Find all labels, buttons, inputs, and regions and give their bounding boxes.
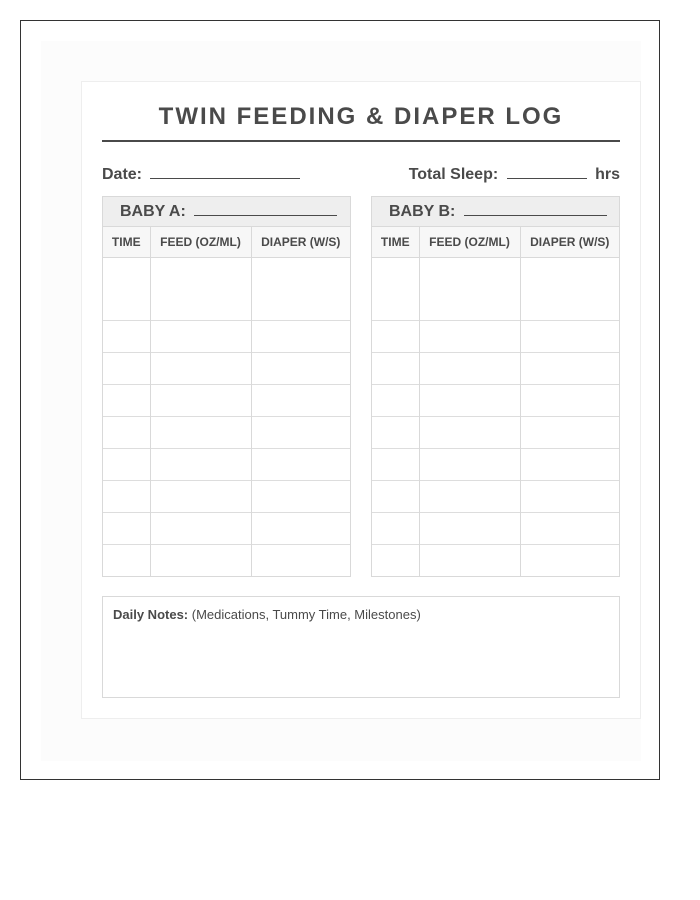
table-row [372,481,619,513]
baby-b-column-headers [372,227,619,258]
feed-cell[interactable] [150,417,251,449]
baby-b-label: BABY B: [389,203,456,220]
daily-notes-box[interactable] [102,596,620,698]
time-cell[interactable] [372,289,419,321]
page-frame [20,20,660,780]
diaper-cell[interactable] [520,353,619,385]
diaper-cell[interactable] [251,417,350,449]
feed-cell[interactable] [419,289,520,321]
date-label: Date: [102,166,143,183]
time-cell[interactable] [372,385,419,417]
diaper-cell[interactable] [251,258,350,290]
feed-cell[interactable] [150,545,251,577]
table-row [103,353,350,385]
diaper-cell[interactable] [520,449,619,481]
date-field [102,162,300,185]
diaper-cell[interactable] [520,481,619,513]
baby-a-label: BABY A: [120,203,186,220]
time-cell[interactable] [103,385,150,417]
table-row [103,289,350,321]
time-cell[interactable] [103,545,150,577]
feed-cell[interactable] [419,513,520,545]
time-cell[interactable] [372,258,419,290]
page-title: TWIN FEEDING & DIAPER LOG [158,103,564,130]
diaper-cell[interactable] [251,545,350,577]
diaper-cell[interactable] [520,289,619,321]
time-cell[interactable] [372,353,419,385]
feed-cell[interactable] [150,481,251,513]
baby-b-rows [372,258,619,577]
table-row [372,545,619,577]
time-cell[interactable] [372,481,419,513]
table-row [103,385,350,417]
table-row [103,513,350,545]
feed-cell[interactable] [419,449,520,481]
time-cell[interactable] [103,289,150,321]
time-cell[interactable] [372,545,419,577]
baby-a-column-headers [103,227,350,258]
time-cell[interactable] [372,513,419,545]
feed-cell[interactable] [150,385,251,417]
feed-cell[interactable] [419,258,520,290]
table-row [372,321,619,353]
feed-cell[interactable] [419,353,520,385]
time-cell[interactable] [372,417,419,449]
table-row [372,353,619,385]
time-column-header: TIME [372,227,419,258]
baby-b-table [371,196,620,577]
total-sleep-label: Total Sleep: [408,166,499,183]
page-background [41,41,641,761]
daily-notes-hint: (Medications, Tummy Time, Milestones) [191,607,421,622]
diaper-column-header: DIAPER (W/S) [251,227,350,258]
time-cell[interactable] [103,481,150,513]
diaper-cell[interactable] [251,289,350,321]
feed-cell[interactable] [150,513,251,545]
diaper-cell[interactable] [251,321,350,353]
total-sleep-field [409,162,620,185]
total-sleep-blank[interactable] [507,162,587,179]
date-blank[interactable] [150,162,300,179]
time-cell[interactable] [103,353,150,385]
diaper-cell[interactable] [251,385,350,417]
feed-cell[interactable] [150,449,251,481]
baby-a-rows [103,258,350,577]
time-cell[interactable] [372,449,419,481]
table-row [103,321,350,353]
table-row [372,417,619,449]
baby-b-log-grid [372,227,619,576]
diaper-column-header: DIAPER (W/S) [520,227,619,258]
feed-cell[interactable] [419,417,520,449]
time-cell[interactable] [103,449,150,481]
diaper-cell[interactable] [520,513,619,545]
table-row [372,385,619,417]
daily-notes-label: Daily Notes: [113,607,189,622]
total-sleep-unit: hrs [595,166,620,183]
table-row [372,513,619,545]
feed-cell[interactable] [419,545,520,577]
diaper-cell[interactable] [520,385,619,417]
diaper-cell[interactable] [251,449,350,481]
feed-cell[interactable] [419,481,520,513]
time-cell[interactable] [103,321,150,353]
feed-cell[interactable] [419,321,520,353]
time-cell[interactable] [103,417,150,449]
log-sheet [81,81,641,719]
table-row [372,449,619,481]
table-row [103,481,350,513]
table-row [372,289,619,321]
diaper-cell[interactable] [251,353,350,385]
feed-cell[interactable] [150,258,251,290]
diaper-cell[interactable] [520,545,619,577]
diaper-cell[interactable] [520,417,619,449]
baby-b-name-blank[interactable] [464,199,607,216]
title-divider [102,140,620,142]
baby-a-log-grid [103,227,350,576]
diaper-cell[interactable] [520,321,619,353]
table-row [103,417,350,449]
diaper-cell[interactable] [251,513,350,545]
feed-cell[interactable] [150,289,251,321]
time-cell[interactable] [103,258,150,290]
time-cell[interactable] [372,321,419,353]
table-row [372,258,619,290]
baby-b-header [372,197,619,227]
baby-a-header [103,197,350,227]
feed-cell[interactable] [419,385,520,417]
feed-column-header: FEED (OZ/ML) [150,227,251,258]
time-column-header: TIME [103,227,150,258]
baby-a-table [102,196,351,577]
baby-a-name-blank[interactable] [194,199,337,216]
table-row [103,449,350,481]
table-row [103,545,350,577]
diaper-cell[interactable] [520,258,619,290]
feed-column-header: FEED (OZ/ML) [419,227,520,258]
table-row [103,258,350,290]
time-cell[interactable] [103,513,150,545]
feed-cell[interactable] [150,353,251,385]
feed-cell[interactable] [150,321,251,353]
diaper-cell[interactable] [251,481,350,513]
